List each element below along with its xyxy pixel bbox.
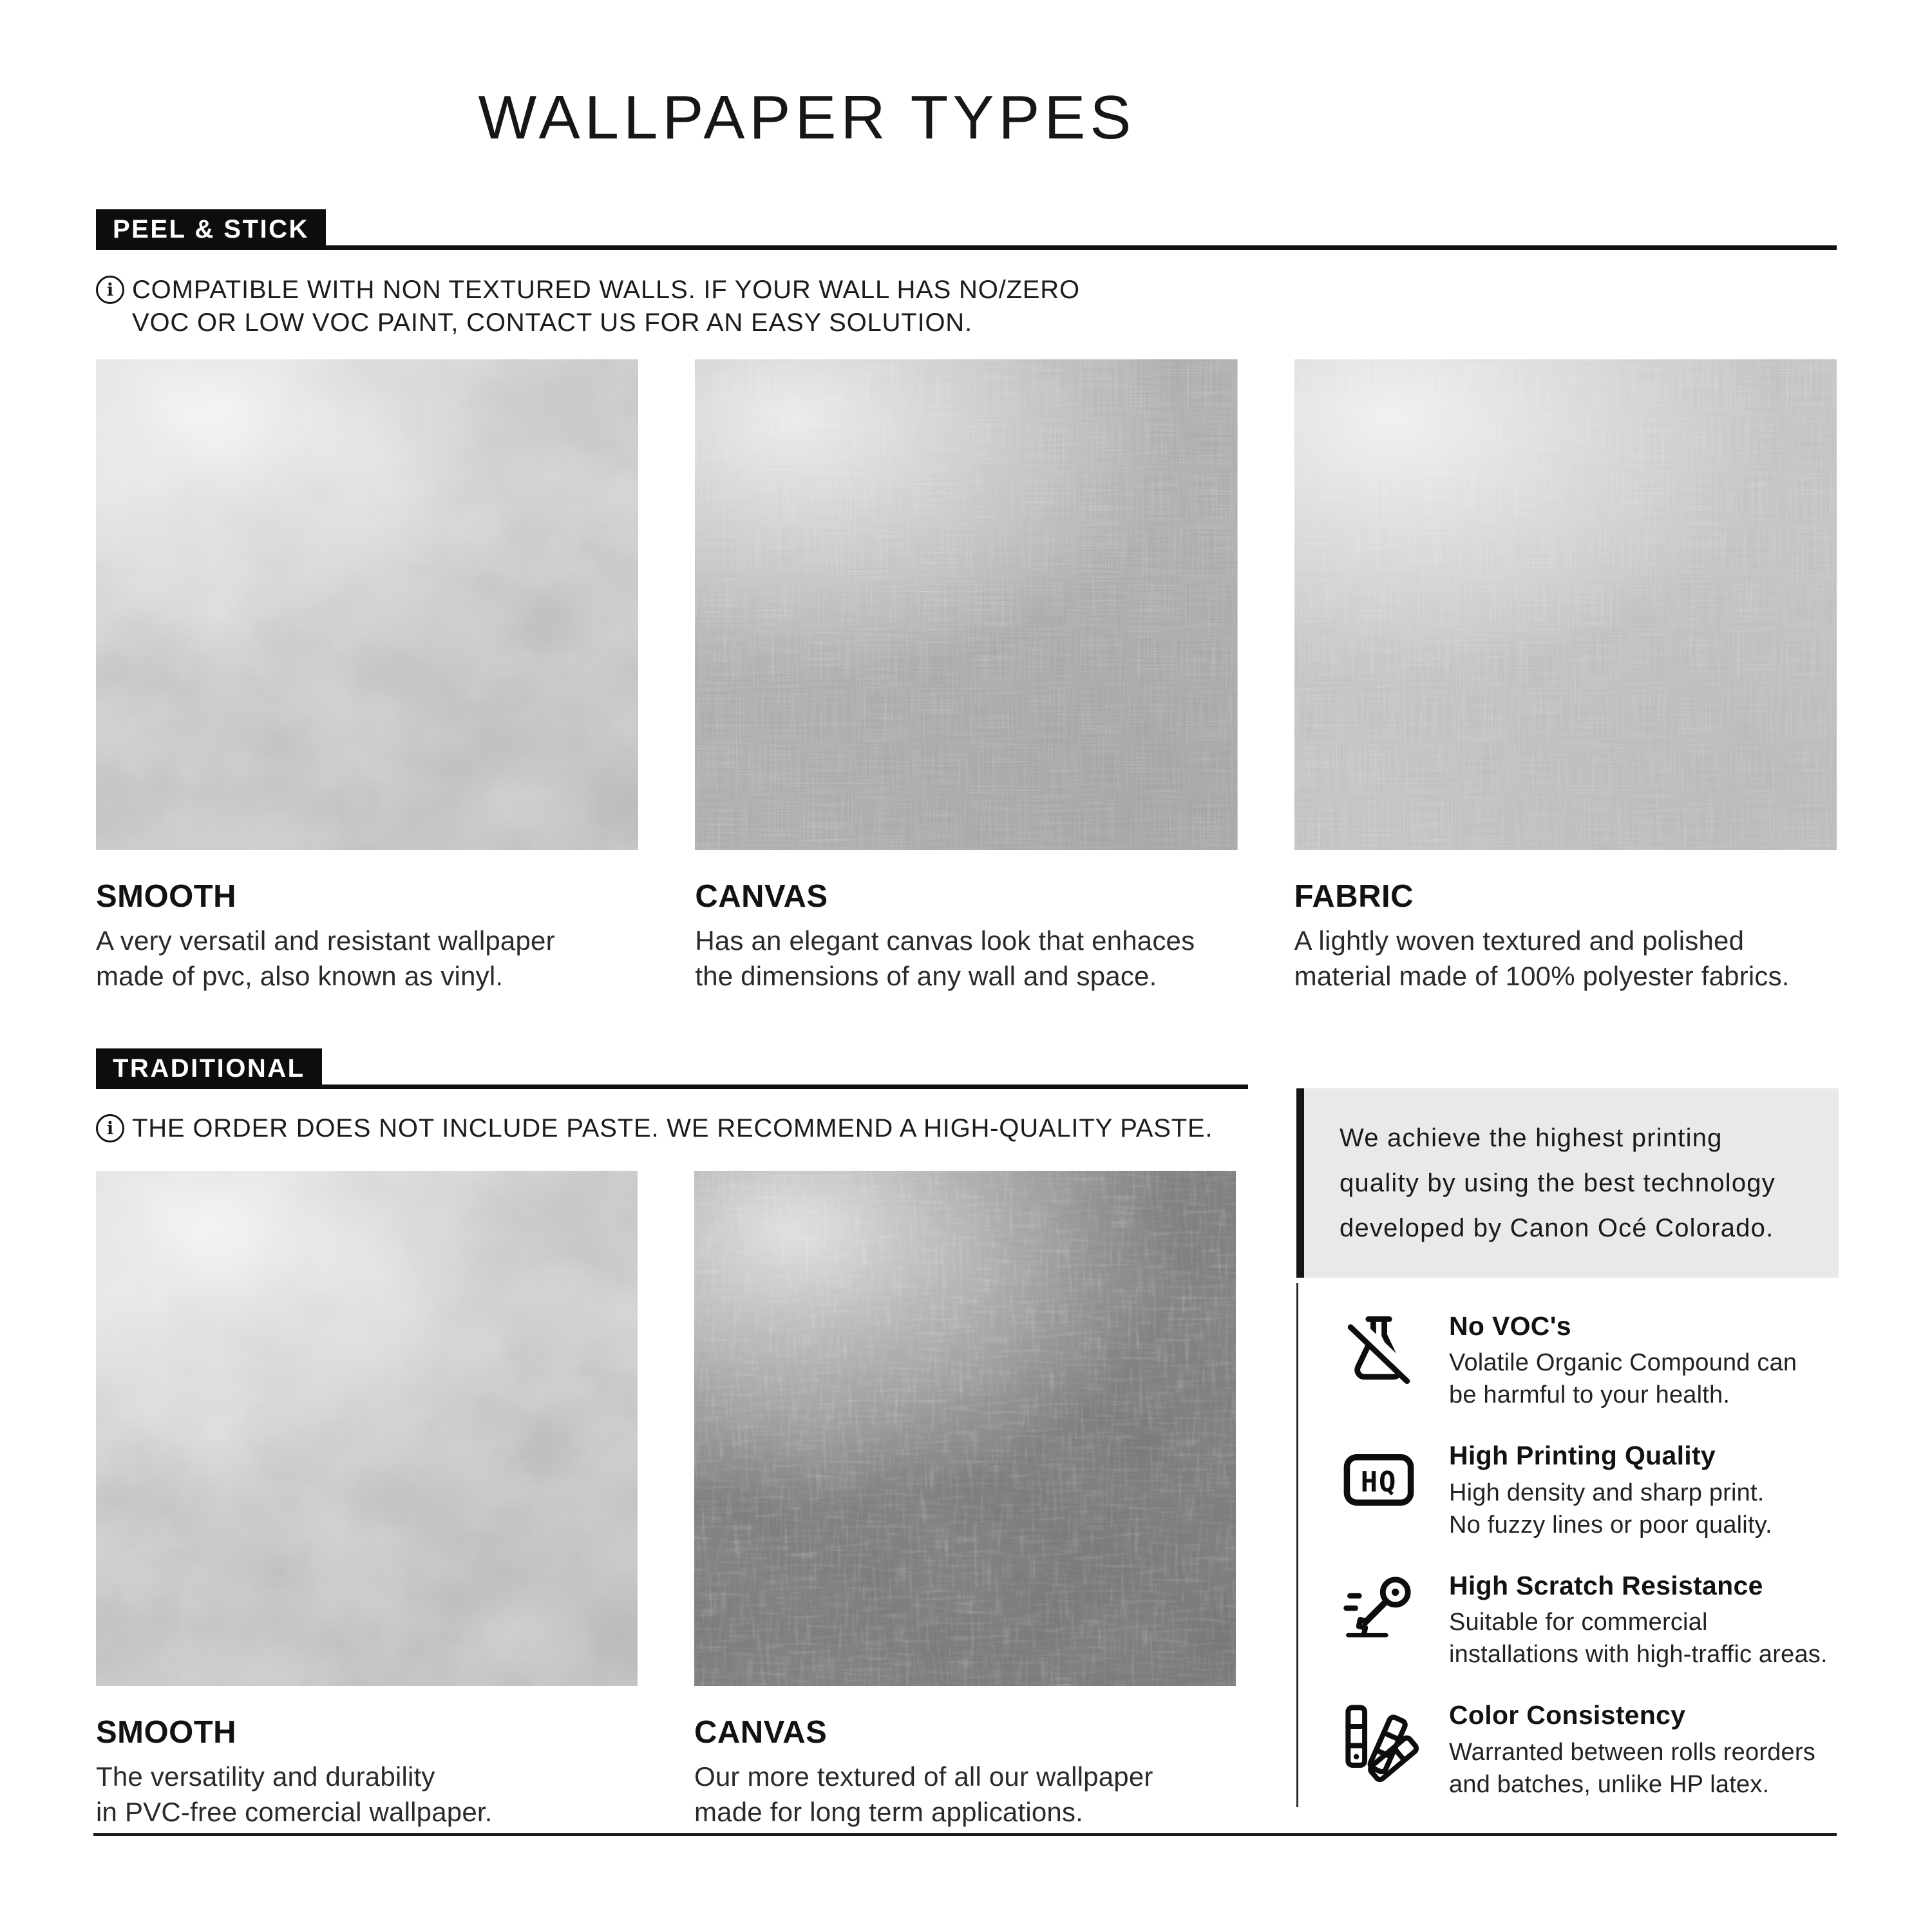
traditional-smooth-swatch-image — [96, 1171, 638, 1686]
swatch-description — [695, 923, 1237, 994]
traditional-section-header — [96, 1048, 1248, 1089]
swatch-description-line: the dimensions of any wall and space. — [695, 960, 1157, 991]
swatch-texture — [96, 359, 638, 850]
callout-line: developed by Canon Océ Colorado. — [1340, 1214, 1774, 1242]
swatch-caption — [694, 1714, 1236, 1830]
peel-stick-note — [96, 274, 1080, 339]
scratch-resistant-key-icon — [1337, 1571, 1421, 1671]
note-line: THE ORDER DOES NOT INCLUDE PASTE. WE RECOMMEND A HIGH-QUALITY PASTE. — [132, 1114, 1213, 1142]
feature-description-line: be harmful to your health. — [1449, 1381, 1730, 1409]
page-title: WALLPAPER TYPES — [478, 83, 1136, 152]
feature-title: No VOC's — [1449, 1311, 1571, 1341]
quality-panel — [1296, 1088, 1839, 1807]
feature-description-line: Warranted between rolls reorders — [1449, 1738, 1815, 1766]
feature-description-line: and batches, unlike HP latex. — [1449, 1770, 1770, 1798]
swatch-description-line: Has an elegant canvas look that enhaces — [695, 925, 1195, 956]
peel-canvas-swatch-image — [695, 359, 1237, 850]
swatch-name: CANVAS — [695, 879, 828, 914]
swatch-texture — [695, 359, 1237, 850]
peel-stick-section-header — [96, 209, 1837, 250]
swatch-description-line: The versatility and durability — [96, 1761, 435, 1792]
callout-text-box — [1304, 1088, 1839, 1278]
peel-smooth-swatch-image — [96, 359, 638, 850]
feature-body — [1449, 1571, 1828, 1671]
swatch-description — [96, 923, 638, 994]
feature-description — [1449, 1477, 1772, 1541]
swatch-caption — [96, 878, 638, 994]
info-icon — [96, 1114, 124, 1142]
swatch-description-line: A lightly woven textured and polished — [1294, 925, 1745, 956]
peel-stick-label: PEEL & STICK — [96, 209, 326, 250]
hq-badge-icon — [1337, 1441, 1421, 1540]
printing-quality-callout — [1296, 1088, 1839, 1278]
traditional-label: TRADITIONAL — [96, 1048, 322, 1089]
color-consistency-fan-icon — [1337, 1700, 1421, 1800]
info-icon-glyph: i — [106, 1118, 114, 1139]
feature-no-voc — [1337, 1311, 1839, 1411]
feature-body — [1449, 1700, 1815, 1800]
info-icon-glyph: i — [106, 279, 114, 300]
swatch-name: SMOOTH — [96, 879, 237, 914]
feature-description — [1449, 1606, 1828, 1671]
no-voc-flask-icon — [1337, 1311, 1421, 1411]
swatch-name: CANVAS — [694, 1715, 828, 1750]
swatch-description-line: A very versatil and resistant wallpaper — [96, 925, 555, 956]
swatch-card-peel-canvas — [695, 359, 1237, 994]
traditional-note — [96, 1112, 1213, 1145]
feature-title: Color Consistency — [1449, 1700, 1686, 1730]
callout-line: quality by using the best technology — [1340, 1169, 1776, 1197]
swatch-description — [1294, 923, 1837, 994]
feature-title: High Printing Quality — [1449, 1441, 1716, 1471]
swatch-name: FABRIC — [1294, 879, 1414, 914]
swatch-caption — [695, 878, 1237, 994]
swatch-description — [96, 1759, 638, 1830]
feature-description — [1449, 1736, 1815, 1801]
section-rule-line — [96, 245, 1837, 250]
peel-fabric-swatch-image — [1294, 359, 1837, 850]
swatch-name: SMOOTH — [96, 1715, 237, 1750]
feature-title: High Scratch Resistance — [1449, 1570, 1763, 1600]
traditional-swatch-grid — [96, 1171, 1236, 1830]
feature-high-printing-quality — [1337, 1441, 1839, 1540]
feature-description — [1449, 1347, 1797, 1411]
swatch-texture — [694, 1171, 1236, 1686]
feature-color-consistency — [1337, 1700, 1839, 1800]
feature-description-line: Volatile Organic Compound can — [1449, 1349, 1797, 1377]
swatch-card-traditional-canvas — [694, 1171, 1236, 1830]
swatch-description-line: material made of 100% polyester fabrics. — [1294, 960, 1790, 991]
swatch-texture — [96, 1171, 638, 1686]
swatch-description-line: made for long term applications. — [694, 1796, 1084, 1827]
peel-swatch-grid — [96, 359, 1837, 994]
swatch-texture — [1294, 359, 1837, 850]
swatch-description — [694, 1759, 1236, 1830]
swatch-description-line: Our more textured of all our wallpaper — [694, 1761, 1153, 1792]
callout-accent-bar — [1296, 1088, 1304, 1278]
swatch-card-peel-fabric — [1294, 359, 1837, 994]
traditional-canvas-swatch-image — [694, 1171, 1236, 1686]
info-icon — [96, 276, 124, 304]
swatch-card-peel-smooth — [96, 359, 638, 994]
hq-badge-text: HQ — [1360, 1466, 1397, 1499]
swatch-caption — [96, 1714, 638, 1830]
swatch-card-traditional-smooth — [96, 1171, 638, 1830]
feature-scratch-resistance — [1337, 1571, 1839, 1671]
swatch-description-line: made of pvc, also known as vinyl. — [96, 960, 504, 991]
note-line: VOC OR LOW VOC PAINT, CONTACT US FOR AN EASY SOLUTION. — [132, 308, 972, 337]
feature-description-line: High density and sharp print. — [1449, 1479, 1765, 1506]
callout-line: We achieve the highest printing — [1340, 1124, 1723, 1152]
feature-list — [1296, 1283, 1839, 1807]
feature-description-line: installations with high-traffic areas. — [1449, 1641, 1828, 1669]
feature-body — [1449, 1441, 1772, 1540]
feature-description-line: Suitable for commercial — [1449, 1609, 1708, 1636]
swatch-caption — [1294, 878, 1837, 994]
feature-body — [1449, 1311, 1797, 1411]
feature-description-line: No fuzzy lines or poor quality. — [1449, 1511, 1772, 1539]
note-line: COMPATIBLE WITH NON TEXTURED WALLS. IF YOUR WALL HAS NO/ZERO — [132, 276, 1080, 304]
swatch-description-line: in PVC-free comercial wallpaper. — [96, 1796, 493, 1827]
footer-rule — [93, 1833, 1837, 1836]
